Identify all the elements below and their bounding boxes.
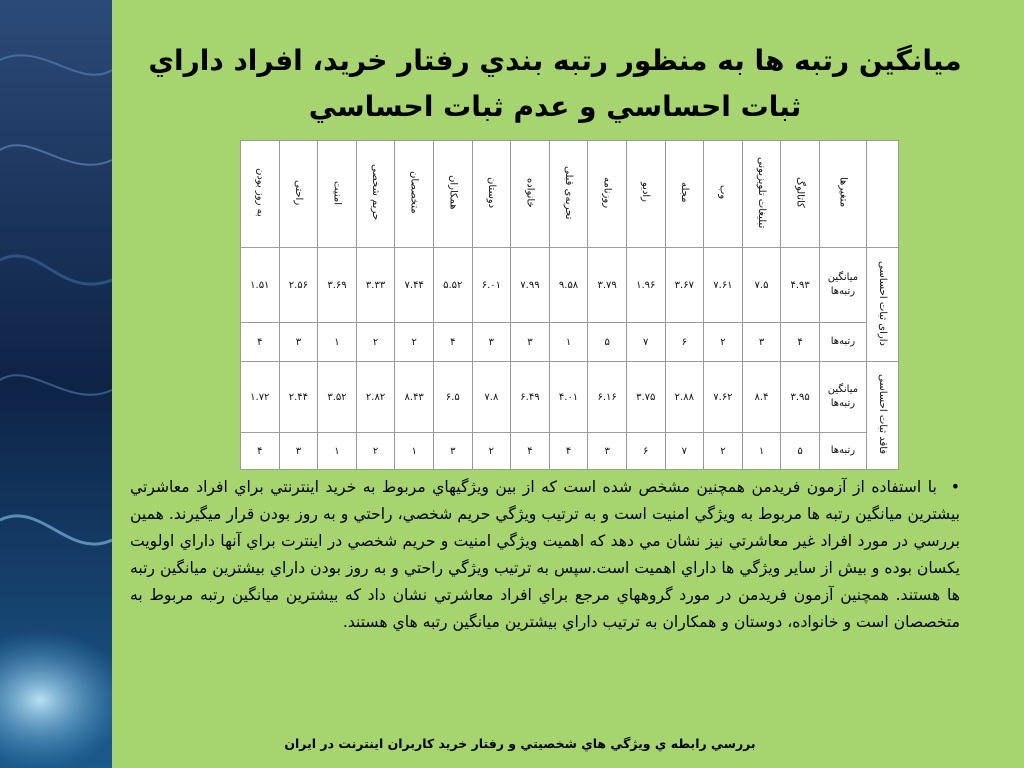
table-cell: ۳ [279,323,318,362]
table-cell: ۱ [742,433,781,470]
table-cell: ۲ [356,323,395,362]
table-cell: ۲ [704,433,743,470]
table-cell: ۳.۹۵ [781,362,820,433]
table-cell: ۷.۹۹ [511,248,550,323]
table-cell: ۴ [511,433,550,470]
column-header [588,141,627,248]
corner-header-label: متغیرها [837,177,849,208]
slide-footer: بررسي رابطه ي ويژگي هاي شخصيتي و رفتار خريد كاربران اينترنت در ايران [284,736,756,751]
table-cell: ۲.۸۲ [356,362,395,433]
table-cell: ۶.۴۹ [511,362,550,433]
column-header-label: روزنامه [601,176,613,209]
column-header-label: وب [717,185,729,200]
table-cell: ۳.۶۹ [318,248,357,323]
column-header-label: امنیت [331,180,343,205]
table-cell: ۴ [781,323,820,362]
corner-header [819,141,866,248]
table-cell: ۷.۵ [742,248,781,323]
column-header-label: حریم شخصی [370,164,382,221]
column-header [433,141,472,248]
column-header [704,141,743,248]
group-label-text: فاقد ثبات احساسی [876,373,888,455]
column-header [472,141,511,248]
column-header-label: مجله [678,182,690,203]
bullet-text: با استفاده از آزمون فريدمن همچنين مشخص شده است كه از بين ويژگيهاي مربوط به خريد اينترنتي براي افراد معاشرتي بيشترين ميانگين رتبه ها مربوط به ويژگي امنيت است و به ترتيب ويژگي حريم شخصي، راحتي و به روز بودن قرار ميگيرند. همين بررسي در مورد افراد غير معاشرتي نيز نشان مي دهد كه اهميت ويژگي امنيت و حريم شخصي در اينترت براي آنها داراي اولويت يكسان بوده و بيش از ساير ويژگي ها داراي اهميت است.سپس به ترتيب ويژگي راحتي و به روز بودن داراي بيشترين ميانگين رتبه ها هستند. همچنين آزمون فريدمن در مورد گروههاي مرجع براي افراد معاشرتي نشان داد كه بيشترين ميانگين رتبه مربوط به متخصصان است و خانواده، دوستان و همكاران به ترتيب داراي بيشترين ميانگين رتبه هاي هستند. [130,478,960,631]
column-header [626,141,665,248]
row-label: میانگین رتبه‌ها [819,248,866,323]
table-cell: ۴ [241,323,280,362]
row-label: رتبه‌ها [819,323,866,362]
table-cell: ۴ [549,433,588,470]
table-cell: ۵.۵۲ [433,248,472,323]
table-cell: ۳ [588,433,627,470]
group-label [866,248,898,362]
table-cell: ۴ [241,433,280,470]
column-header [318,141,357,248]
column-header-label: رادیو [640,182,652,203]
table-row [241,323,899,362]
column-header [549,141,588,248]
column-header-label: خانواده [524,177,536,208]
table-cell: ۳.۳۳ [356,248,395,323]
table-row [241,433,899,470]
column-header-label: کاتالوگ [794,177,806,208]
column-header-label: همکاران [447,175,459,210]
bullet-paragraph [130,474,960,636]
table-cell: ۷.۶۱ [704,248,743,323]
table-cell: ۷.۶۲ [704,362,743,433]
table-cell: ۴.۰۱ [549,362,588,433]
table-cell: ۳ [279,433,318,470]
table-cell: ۷.۸ [472,362,511,433]
table-cell: ۲.۴۴ [279,362,318,433]
row-label: رتبه‌ها [819,433,866,470]
table-cell: ۳ [472,323,511,362]
table-cell: ۶ [626,433,665,470]
column-header-label: به روز بودن [254,168,266,217]
bullet-icon: • [950,478,960,496]
ranking-table [240,140,894,470]
slide-title: ميانگين رتبه ها به منظور رتبه بندي رفتار خريد، افراد داراي ثبات احساسي و عدم ثبات احساسي [148,44,962,123]
table-cell: ۳.۷۹ [588,248,627,323]
column-header [742,141,781,248]
table-cell: ۱.۷۲ [241,362,280,433]
column-header [356,141,395,248]
column-header [395,141,434,248]
table-cell: ۷ [626,323,665,362]
table-cell: ۲ [472,433,511,470]
table-cell: ۸.۴ [742,362,781,433]
column-header [241,141,280,248]
table-cell: ۴ [433,323,472,362]
column-header-label: تبلیغات تلویزیونی [756,156,768,229]
table-cell: ۹.۵۸ [549,248,588,323]
table-cell: ۱ [318,323,357,362]
column-header-label: دوستان [485,176,497,209]
table-cell: ۶.۱۶ [588,362,627,433]
table-cell: ۳ [742,323,781,362]
table-cell: ۶ [665,323,704,362]
column-header-label: راحتی [292,179,304,206]
row-label: میانگین رتبه‌ها [819,362,866,433]
table-cell: ۵ [588,323,627,362]
table-cell: ۸.۴۳ [395,362,434,433]
table-header-row [241,141,899,248]
table-cell: ۱ [395,433,434,470]
table-cell: ۶.۵ [433,362,472,433]
table-cell: ۲ [356,433,395,470]
table-cell: ۳.۷۵ [626,362,665,433]
column-header [665,141,704,248]
column-header-label: متخصصان [408,171,420,214]
table-cell: ۷.۴۴ [395,248,434,323]
table-cell: ۲.۸۸ [665,362,704,433]
table-cell: ۵ [781,433,820,470]
table-cell: ۳ [511,323,550,362]
table-cell: ۱ [549,323,588,362]
column-header-label: تجربه‌ی قبلی [563,165,575,220]
column-header [511,141,550,248]
ranking-table-grid [240,140,899,470]
table-cell: ۶.۰۱ [472,248,511,323]
table-cell: ۲ [395,323,434,362]
table-cell: ۱.۵۱ [241,248,280,323]
table-cell: ۳.۵۲ [318,362,357,433]
group-label [866,362,898,470]
table-cell: ۱ [318,433,357,470]
column-header [781,141,820,248]
group-label-text: دارای ثبات احساسی [876,260,888,346]
column-header [279,141,318,248]
table-cell: ۳.۶۷ [665,248,704,323]
table-cell: ۴.۹۳ [781,248,820,323]
table-cell: ۲.۵۶ [279,248,318,323]
table-cell: ۲ [704,323,743,362]
corner-blank [866,141,898,248]
table-cell: ۷ [665,433,704,470]
table-row [241,362,899,433]
table-cell: ۱.۹۶ [626,248,665,323]
table-cell: ۳ [433,433,472,470]
table-row [241,248,899,323]
